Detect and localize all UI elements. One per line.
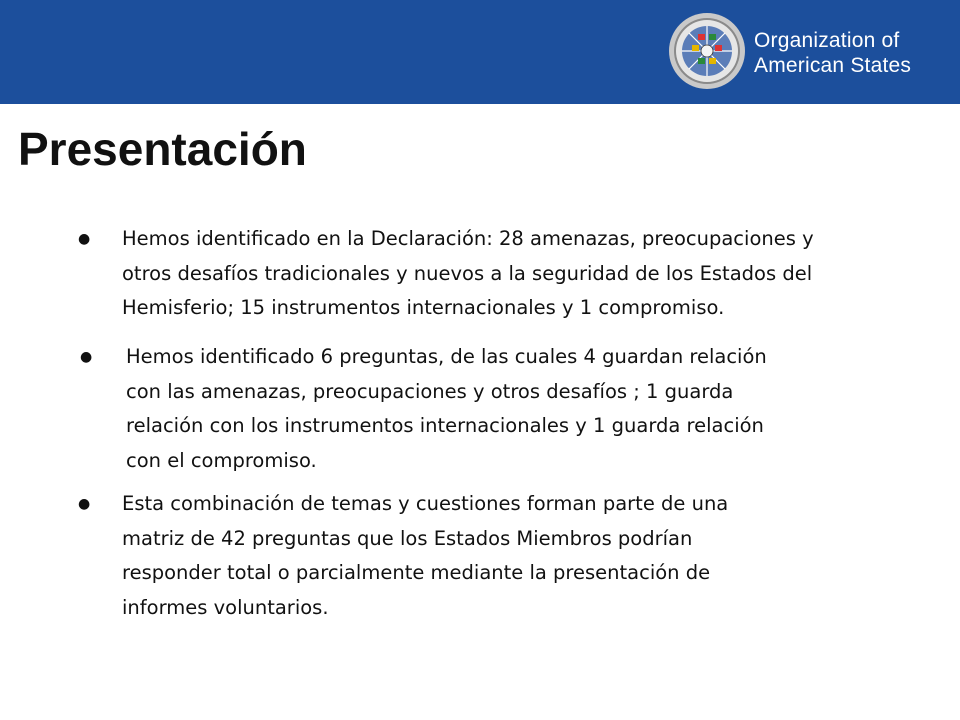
bullet-item-3 — [78, 487, 882, 625]
bullet-text: Esta combinación de temas y cuestiones forman parte de una matriz de 42 preguntas que los Estados Miembros podrían responder total o parcialmente mediante la presentación de informes voluntarios. — [122, 492, 729, 619]
bullet-item-1 — [78, 222, 932, 326]
page-title: Presentación — [18, 123, 307, 175]
org-name-line2: American States — [754, 54, 912, 77]
bullet-dot-icon: ● — [80, 349, 93, 365]
organization-name — [754, 28, 911, 78]
bullet-item-2 — [80, 340, 886, 478]
bullet-text: Hemos identificado en la Declaración: 28 amenazas, preocupaciones y otros desafíos tradicionales y nuevos a la seguridad de los Estados del Hemisferio; 15 instrumentos internacionales y 1 compromiso. — [122, 227, 814, 319]
header-bar — [0, 0, 960, 104]
bullet-dot-icon: ● — [78, 231, 91, 247]
bullet-text: Hemos identificado 6 preguntas, de las cuales 4 guardan relación con las amenazas, preocupaciones y otros desafíos ; 1 guarda relación con los instrumentos internacionales y 1 guarda relación con el compromiso. — [126, 345, 767, 472]
bullet-dot-icon: ● — [78, 496, 91, 512]
org-name-line1: Organization of — [754, 29, 900, 52]
oas-seal-icon — [668, 12, 746, 90]
